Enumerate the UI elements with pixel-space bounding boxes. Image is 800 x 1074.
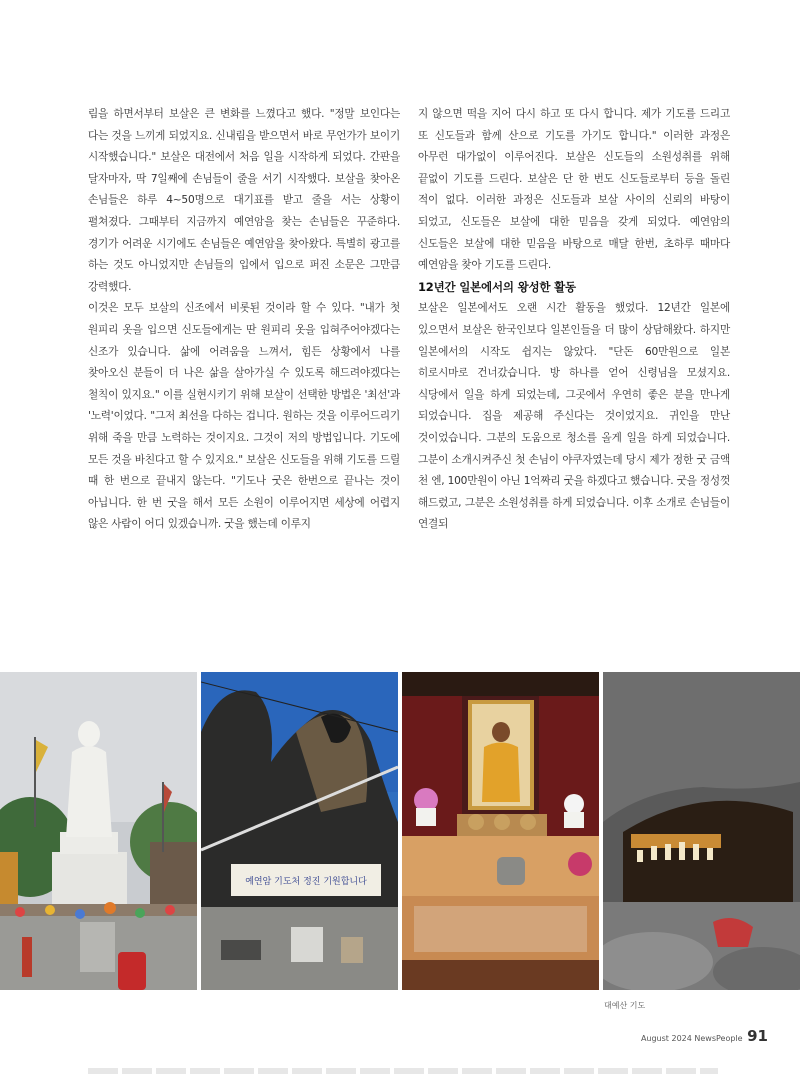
next-page-bleed — [88, 1068, 718, 1074]
page-footer — [641, 1027, 768, 1045]
issue-label: August 2024 NewsPeople — [640, 1034, 743, 1043]
cave-candles-photo — [603, 672, 800, 990]
shrine-altar-photo — [402, 672, 599, 990]
rock-banner-photo — [201, 672, 398, 990]
page-number: 91 — [747, 1027, 768, 1045]
banner-text: 예연암 기도처 정진 기원합니다 — [245, 877, 367, 887]
article-left-column — [88, 104, 400, 536]
left-paragraph-2: 이것은 모두 보살의 신조에서 비롯된 것이라 할 수 있다. "내가 첫 원피리 옷을 입으면 신도들에게는 딴 원피리 옷을 입혀주어야겠다는 신조가 있습니다. 삶에 어려움을 느껴서, 힘든 상황에서 나를 찾아오신 분들이 더 나은 삶을 살아가실 수 있도록 해드려야겠다는 철칙이 있지요." 이를 실현시키기 위해 보살이 선택한 방법은 '최선'과 '노력'이었다. "그저 최선을 다하는 겁니다. 원하는 것을 이루어드리기 위해 죽을 만큼 노력하는 것이지요. 그것이 저의 방법입니다. 기도에 모든 것을 바친다고 할 수 있지요." 보살은 신도들을 위해 기도를 드릴 때 한 번으로 끝내지 않는다. "기도나 굿은 한번으로 끝나는 것이 아닙니다. 한 번 굿을 해서 모든 소원이 이루어지면 세상에 어렵지 않은 사람이 어디 있겠습니까. 굿을 했는데 이루지 — [88, 302, 400, 531]
section-heading: 12년간 일본에서의 왕성한 활동 — [418, 279, 576, 294]
right-paragraph-1: 지 않으면 떡을 지어 다시 하고 또 다시 합니다. 제가 기도를 드리고 또 신도들과 함께 산으로 기도를 가기도 합니다." 이러한 과정은 아무런 대가없이 이루어진다. 보살은 신도들의 소원성취를 위해 끝없이 기도를 드린다. 보살은 단 한 번도 신도들로부터 등을 돌린 적이 없다. 이러한 과정은 신도들과 보살 사이의 신뢰의 바탕이 되었고, 신도들은 보살에 대한 믿음을 갖게 되었다. 예연암의 신도들은 보살에 대한 믿음을 바탕으로 매달 한번, 초하루 때마다 예연암을 찾아 기도를 드린다. — [418, 108, 730, 272]
article-right-column — [418, 104, 730, 536]
left-paragraph-1: 림을 하면서부터 보살은 큰 변화를 느꼈다고 했다. "정말 보인다는 다는 것을 느끼게 되었지요. 신내림을 받으면서 바로 무언가가 보이기 시작했습니다." 보살은 대전에서 처음 일을 시작하게 되었다. 간판을 달자마자, 딱 7일째에 손님들이 줄을 서기 시작했다. 보살을 찾아온 손님들은 하루 4~50명으로 대기표를 받고 줄을 서는 상황이 펼쳐졌다. 그때부터 지금까지 예연암을 찾는 손님들은 꾸준하다. 경기가 어려운 시기에도 손님들은 예연암을 찾아왔다. 특별히 광고를 하는 것도 아니었지만 손님들의 입에서 입으로 퍼진 소문은 그만큼 강력했다. — [88, 108, 400, 293]
photo-strip — [0, 672, 800, 990]
photo-caption: 대예산 기도 — [604, 1001, 646, 1010]
right-paragraph-2: 보살은 일본에서도 오랜 시간 활동을 했었다. 12년간 일본에 있으면서 보살은 한국인보다 일본인들을 더 많이 상담해왔다. 하지만 일본에서의 시작도 쉽지는 않았다. "단돈 60만원으로 일본 히로시마로 건너갔습니다. 방 하나를 얻어 신령님을 모셨지요. 식당에서 일을 하게 되었는데, 그곳에서 우연히 좋은 분을 만나게 되었습니다. 집을 제공해 주신다는 것이었지요. 귀인을 만난 것이었습니다. 그분의 도움으로 청소를 올게 일을 하게 되었습니다. 그분이 소개시켜주신 첫 손님이 야쿠자였는데 당시 제가 정한 굿 금액 천 엔, 100만원이 아닌 1억짜리 굿을 하겠다고 했습니다. 굿을 정성껏 해드렸고, 그분은 소원성취를 하게 되었습니다. 이후 소개로 손님들이 연결되 — [418, 302, 730, 531]
buddha-statue-photo — [0, 672, 197, 990]
